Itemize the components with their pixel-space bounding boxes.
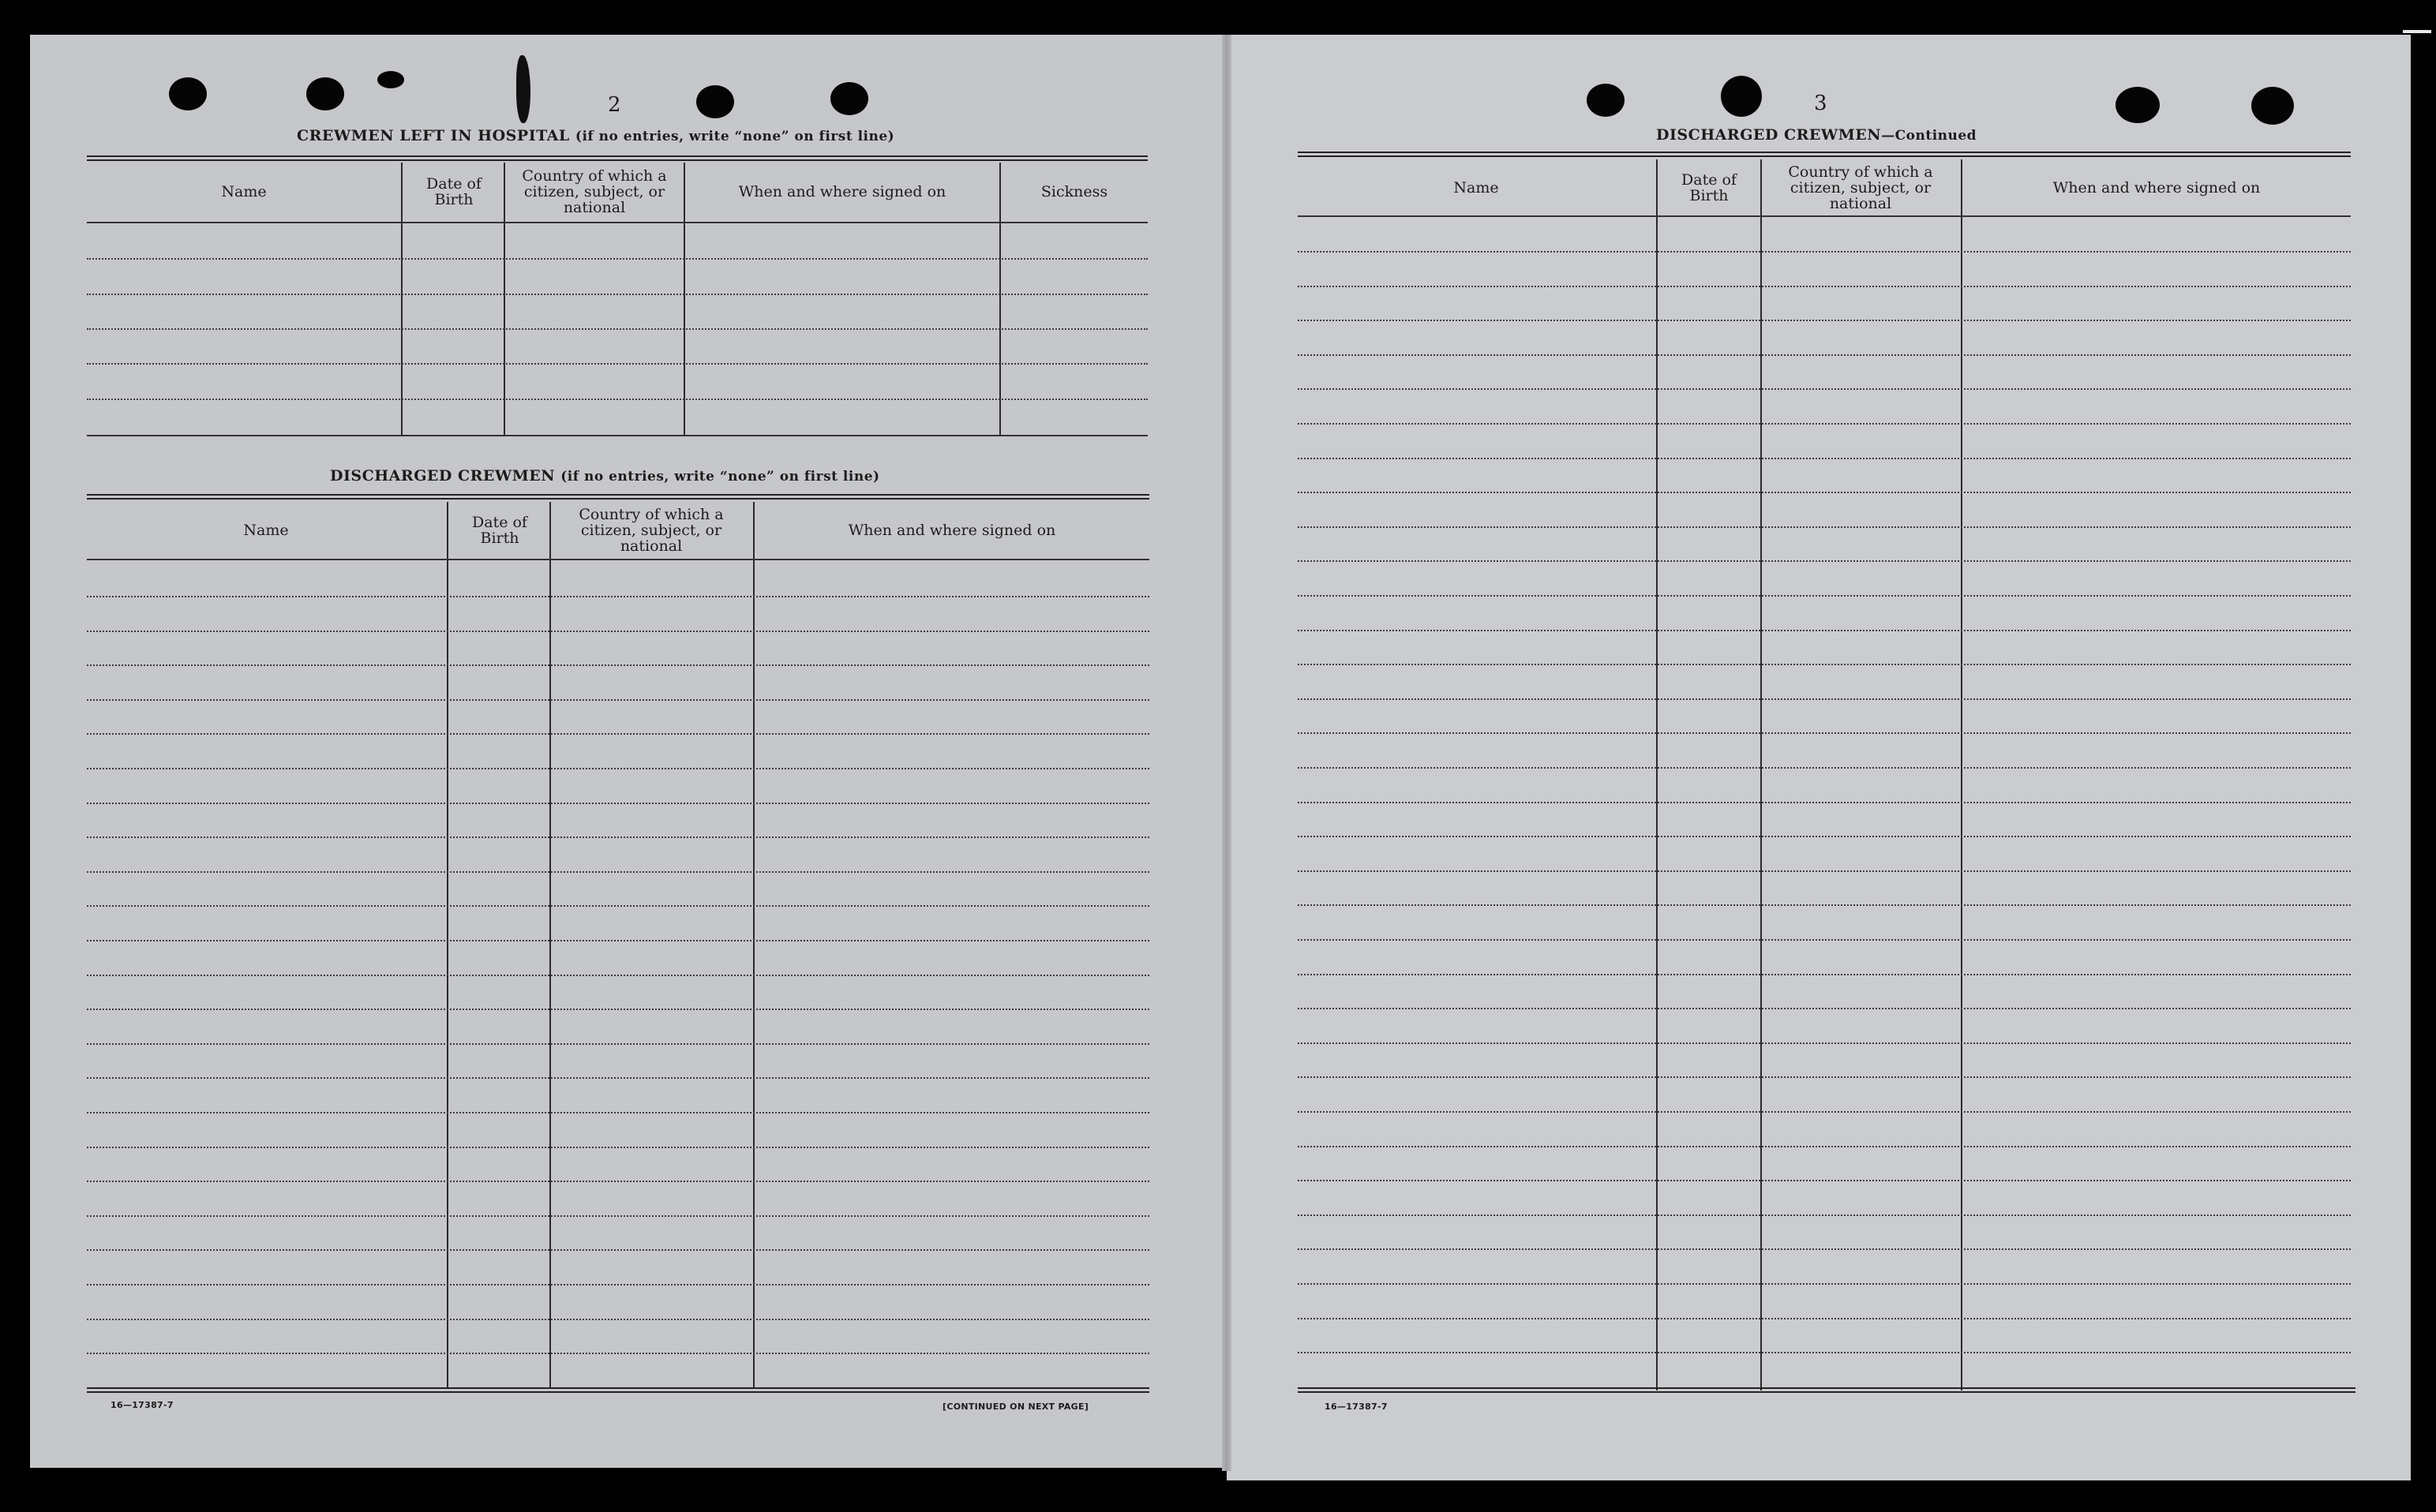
table-bottom-rule bbox=[87, 1387, 1149, 1393]
entry-line bbox=[87, 1112, 1149, 1113]
entry-line bbox=[1298, 802, 2351, 803]
section-note: (if no entries, write “none” on first line) bbox=[560, 469, 880, 485]
section-title-text: DISCHARGED CREWMEN bbox=[1656, 126, 1882, 144]
entry-line bbox=[1298, 526, 2351, 528]
entry-line bbox=[87, 1043, 1149, 1045]
column-divider bbox=[549, 502, 551, 1389]
section-title-text: DISCHARGED CREWMEN bbox=[330, 467, 556, 485]
table-top-rule bbox=[87, 494, 1149, 500]
edge-mark bbox=[2403, 30, 2431, 33]
entry-line bbox=[87, 363, 1148, 365]
entry-line bbox=[1298, 836, 2351, 837]
entry-line bbox=[87, 631, 1149, 632]
entry-line bbox=[87, 1181, 1149, 1182]
entry-line bbox=[1298, 458, 2351, 459]
entry-line bbox=[87, 905, 1149, 907]
entry-line bbox=[87, 1353, 1149, 1354]
punch-hole bbox=[306, 77, 344, 110]
entry-line bbox=[87, 596, 1149, 597]
entry-line bbox=[87, 940, 1149, 941]
punch-hole bbox=[169, 77, 207, 110]
column-divider bbox=[401, 163, 403, 436]
entry-line bbox=[87, 258, 1148, 260]
column-header: Sickness bbox=[1040, 183, 1108, 200]
continued-note: [CONTINUED ON NEXT PAGE] bbox=[943, 1402, 1089, 1412]
entry-line bbox=[1298, 388, 2351, 390]
punch-hole bbox=[2251, 87, 2294, 125]
column-header: Name bbox=[1453, 179, 1499, 196]
entry-line bbox=[1298, 732, 2351, 734]
entry-line bbox=[1298, 251, 2351, 253]
punch-hole bbox=[377, 71, 404, 88]
entry-line bbox=[1298, 939, 2351, 941]
section-title-suffix: —Continued bbox=[1881, 128, 1977, 144]
entry-line bbox=[1298, 1146, 2351, 1147]
column-header: When and where signed on bbox=[738, 183, 946, 200]
entry-line bbox=[1298, 1248, 2351, 1250]
entry-line bbox=[87, 975, 1149, 976]
entry-line bbox=[87, 1215, 1149, 1217]
entry-line bbox=[1298, 1352, 2351, 1353]
entry-line bbox=[1298, 1042, 2351, 1044]
entry-line bbox=[87, 733, 1149, 735]
page-number: 2 bbox=[608, 93, 621, 117]
entry-line bbox=[87, 1249, 1149, 1251]
entry-line bbox=[87, 1077, 1149, 1079]
section-title-text: CREWMEN LEFT IN HOSPITAL bbox=[297, 127, 570, 144]
page-number: 3 bbox=[1814, 92, 1827, 115]
entry-line bbox=[87, 294, 1148, 295]
column-divider bbox=[753, 502, 755, 1389]
entry-line bbox=[87, 803, 1149, 804]
column-divider bbox=[1760, 159, 1762, 1390]
entry-line bbox=[1298, 1076, 2351, 1078]
header-rule bbox=[1298, 215, 2351, 217]
column-divider bbox=[504, 163, 505, 436]
header-rule bbox=[87, 559, 1149, 560]
form-number: 16—17387-7 bbox=[1325, 1402, 1388, 1412]
column-header: Date of Birth bbox=[1681, 171, 1737, 204]
column-header: Date of Birth bbox=[472, 514, 527, 547]
entry-line bbox=[1298, 974, 2351, 975]
entry-line bbox=[87, 328, 1148, 330]
column-divider bbox=[684, 163, 685, 436]
column-header: Name bbox=[221, 183, 267, 200]
entry-line bbox=[87, 1009, 1149, 1010]
entry-line bbox=[1298, 630, 2351, 631]
entry-line bbox=[87, 1147, 1149, 1148]
column-divider bbox=[447, 502, 448, 1389]
entry-line bbox=[87, 836, 1149, 838]
entry-line bbox=[1298, 1214, 2351, 1216]
column-header: Name bbox=[243, 522, 289, 539]
table-bottom-rule bbox=[87, 435, 1148, 436]
table-bottom-rule bbox=[1298, 1387, 2355, 1393]
entry-line bbox=[87, 871, 1149, 873]
entry-line bbox=[1298, 1318, 2351, 1319]
form-number: 16—17387-7 bbox=[111, 1400, 174, 1410]
entry-line bbox=[87, 699, 1149, 701]
entry-line bbox=[1298, 1008, 2351, 1009]
entry-line bbox=[1298, 664, 2351, 665]
entry-line bbox=[87, 768, 1149, 769]
entry-line bbox=[87, 1319, 1149, 1320]
column-header: Date of Birth bbox=[426, 175, 482, 208]
entry-line bbox=[1298, 595, 2351, 597]
section-note: (if no entries, write “none” on first line) bbox=[575, 129, 895, 144]
column-header: Country of which a citizen, subject, or national bbox=[1788, 163, 1933, 212]
discharged-section-title bbox=[330, 467, 880, 485]
column-header: Country of which a citizen, subject, or national bbox=[522, 167, 667, 216]
table-top-rule bbox=[1298, 152, 2351, 157]
entry-line bbox=[1298, 1283, 2351, 1285]
discharged-continued-title bbox=[1656, 126, 1977, 144]
entry-line bbox=[1298, 904, 2351, 906]
entry-line bbox=[1298, 767, 2351, 769]
column-header: Country of which a citizen, subject, or national bbox=[579, 506, 724, 555]
entry-line bbox=[87, 399, 1148, 400]
entry-line bbox=[87, 664, 1149, 666]
punch-hole bbox=[830, 82, 868, 115]
entry-line bbox=[1298, 286, 2351, 287]
entry-line bbox=[87, 1284, 1149, 1286]
column-divider bbox=[1656, 159, 1658, 1390]
entry-line bbox=[1298, 423, 2351, 425]
header-rule bbox=[87, 222, 1148, 223]
left-page bbox=[30, 35, 1227, 1468]
entry-line bbox=[1298, 1180, 2351, 1181]
column-header: When and where signed on bbox=[2052, 179, 2261, 196]
punch-hole bbox=[2116, 87, 2160, 123]
column-header: When and where signed on bbox=[848, 522, 1056, 539]
entry-line bbox=[1298, 320, 2351, 321]
entry-line bbox=[1298, 560, 2351, 562]
punch-hole bbox=[1721, 76, 1762, 117]
entry-line bbox=[1298, 698, 2351, 700]
table-top-rule bbox=[87, 155, 1148, 161]
binding-gutter bbox=[1222, 35, 1231, 1471]
column-divider bbox=[999, 163, 1001, 436]
entry-line bbox=[1298, 354, 2351, 356]
punch-hole bbox=[696, 85, 734, 118]
column-divider bbox=[1961, 159, 1962, 1390]
entry-line bbox=[1298, 1111, 2351, 1113]
hospital-section-title bbox=[297, 127, 894, 144]
punch-hole bbox=[1587, 84, 1625, 117]
entry-line bbox=[1298, 870, 2351, 872]
entry-line bbox=[1298, 492, 2351, 493]
